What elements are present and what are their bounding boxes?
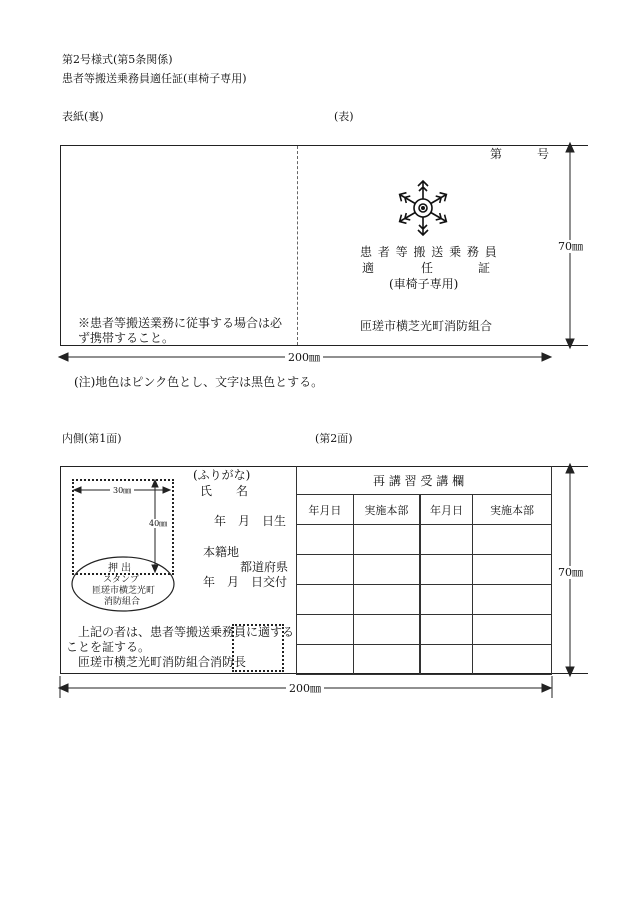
retraining-header-date-1: 年月日 (297, 495, 354, 525)
prefecture-label: 都道府県 (240, 560, 289, 574)
cover-issuer: 匝瑳市横芝光町消防組合 (360, 319, 493, 333)
number-label-last: 号 (537, 147, 550, 161)
cover-title-line-1: 患 者 等 搬 送 乗 務 員 (360, 245, 498, 259)
inner-height-dimension: 70㎜ (555, 566, 586, 579)
stamp-line-2: スタンプ (103, 575, 140, 585)
issue-date-label: 年 月 日交付 (203, 575, 288, 589)
cover-title-line-2c: 証 (478, 261, 491, 275)
birth-date-label: 年 月 日生 (214, 514, 287, 528)
photo-width-dimension: 30㎜ (110, 486, 134, 495)
certification-line-1: 上記の者は、患者等搬送乗務員に適する (78, 625, 295, 639)
cover-note-line-2: ず携帯すること。 (78, 331, 175, 345)
stamp-line-4: 消防組合 (104, 597, 141, 607)
cover-title-line-2b: 任 (421, 261, 434, 275)
inner-width-dimension: 200㎜ (286, 682, 324, 695)
photo-height-dimension: 40㎜ (146, 519, 170, 528)
label-back-cover: 表紙(裏) (62, 110, 104, 123)
stamp-line-3: 匝瑳市横芝光町 (92, 586, 156, 596)
label-inner-page-1: 内側(第1面) (62, 432, 122, 445)
certification-signer: 匝瑳市横芝光町消防組合消防長 (78, 655, 247, 669)
number-label-first: 第 (490, 147, 503, 161)
retraining-header-branch-1: 実施本部 (353, 495, 420, 525)
domicile-label: 本籍地 (203, 545, 240, 559)
retraining-header-branch-2: 実施本部 (472, 495, 551, 525)
stamp-line-1: 押 出 (108, 563, 132, 574)
outer-width-dimension: 200㎜ (285, 351, 323, 364)
label-front-cover: (表) (334, 110, 354, 123)
form-number: 第2号様式(第5条関係) (62, 53, 173, 66)
document-title: 患者等搬送乗務員適任証(車椅子専用) (62, 72, 247, 85)
outer-height-dimension: 70㎜ (555, 240, 586, 253)
label-inner-page-2: (第2面) (315, 432, 353, 445)
name-label: 氏 名 (200, 484, 249, 498)
cover-title-line-3: (車椅子専用) (389, 277, 459, 291)
certification-line-2: ことを証する。 (66, 640, 151, 654)
retraining-table-title: 再 講 習 受 講 欄 (373, 474, 465, 488)
cover-note-line-1: ※患者等搬送業務に従事する場合は必 (78, 316, 283, 330)
retraining-header-date-2: 年月日 (420, 495, 472, 525)
cover-title-line-2a: 適 (362, 261, 375, 275)
furigana-label: (ふりがな) (193, 468, 251, 482)
footnote: (注)地色はピンク色とし、文字は黒色とする。 (74, 375, 324, 389)
